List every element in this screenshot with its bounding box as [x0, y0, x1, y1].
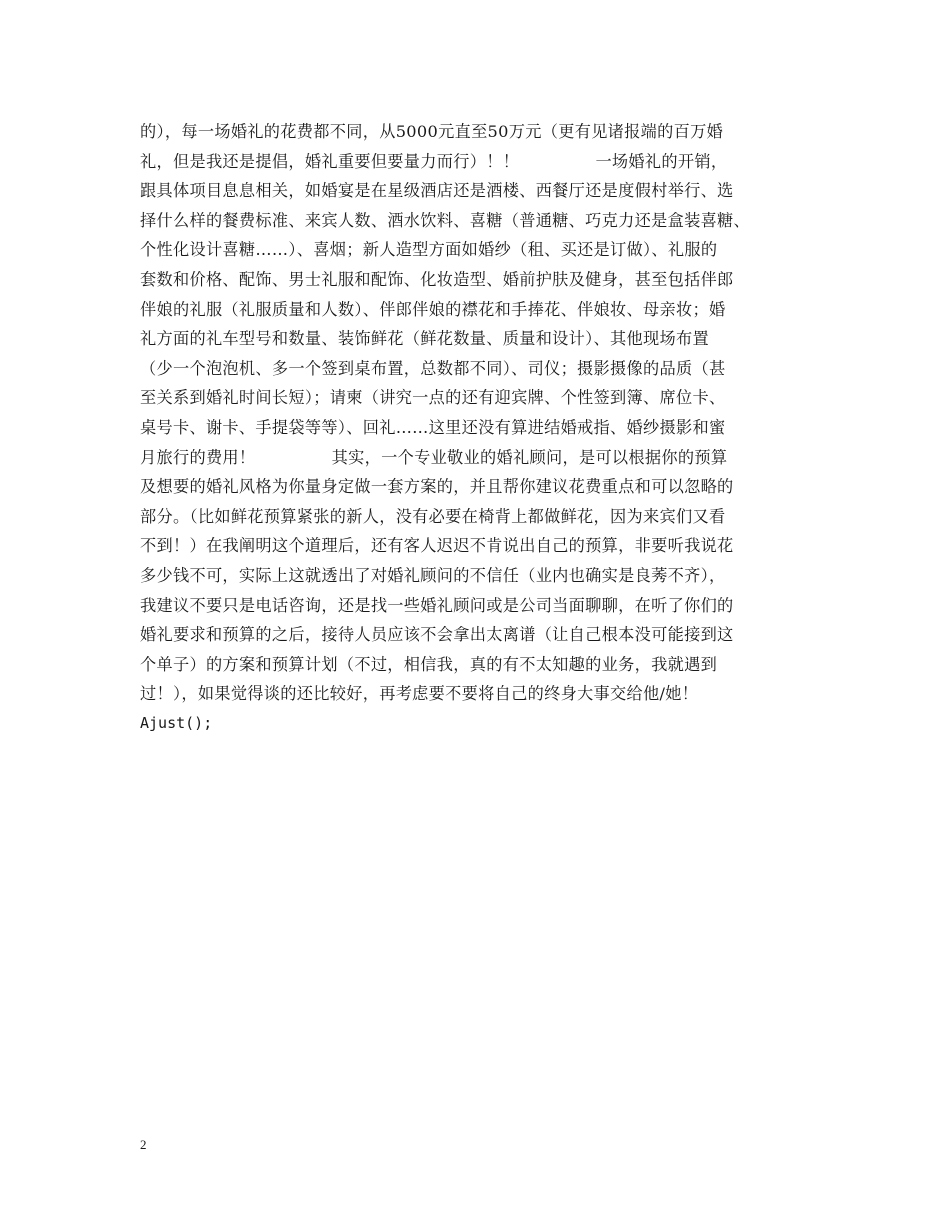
- text-line: 多少钱不可，实际上这就透出了对婚礼顾问的不信任（业内也确实是良莠不齐），: [140, 565, 726, 585]
- page-number: 2: [140, 1137, 147, 1152]
- text-line: 个单子）的方案和预算计划（不过，相信我，真的有不太知趣的业务，我就遇到: [140, 654, 718, 674]
- text-line: 个性化设计喜糖……）、喜烟；新人造型方面如婚纱（租、买还是订做）、礼服的: [140, 240, 718, 260]
- text-line: 部分。（比如鲜花预算紧张的新人，没有必要在椅背上都做鲜花，因为来宾们又看: [140, 506, 726, 526]
- text-line: 跟具体项目息息相关，如婚宴是在星级酒店还是酒楼、西餐厅还是度假村举行、选: [140, 181, 734, 201]
- text-line: 及想要的婚礼风格为你量身定做一套方案的，并且帮你建议花费重点和可以忽略的: [140, 477, 734, 497]
- body-text: [140, 117, 820, 738]
- text-line: 月旅行的费用！ 其实，一个专业敬业的婚礼顾问，是可以根据你的预算: [140, 447, 728, 467]
- text-line: 过！），如果觉得谈的还比较好，再考虑要不要将自己的终身大事交给他/她！: [140, 684, 699, 704]
- text-line: 套数和价格、配饰、男士礼服和配饰、化妆造型、婚前护肤及健身，甚至包括伴郎: [140, 269, 734, 289]
- text-line: 礼，但是我还是提倡，婚礼重要但要量力而行）！！ 一场婚礼的开销，: [140, 151, 728, 171]
- text-line: 至关系到婚礼时间长短）；请柬（讲究一点的还有迎宾牌、个性签到簿、席位卡、: [140, 388, 726, 408]
- text-line: 我建议不要只是电话咨询，还是找一些婚礼顾问或是公司当面聊聊，在听了你们的: [140, 595, 734, 615]
- text-line: （少一个泡泡机、多一个签到桌布置，总数都不同）、司仪；摄影摄像的品质（甚: [140, 358, 726, 378]
- text-line: 的），每一场婚礼的花费都不同，从5000元直至50万元（更有见诸报端的百万婚: [140, 122, 724, 141]
- text-line: 择什么样的餐费标准、来宾人数、酒水饮料、喜糖（普通糖、巧克力还是盒装喜糖、: [140, 210, 751, 230]
- text-line: 不到！）在我阐明这个道理后，还有客人迟迟不肯说出自己的预算，非要听我说花: [140, 536, 734, 556]
- text-line: 伴娘的礼服（礼服质量和人数）、伴郎伴娘的襟花和手捧花、伴娘妆、母亲妆；婚: [140, 299, 726, 319]
- text-line: 婚礼要求和预算的之后，接待人员应该不会拿出太离谱（让自己根本没可能接到这: [140, 625, 734, 645]
- code-line: Ajust();: [140, 713, 213, 732]
- text-line: 桌号卡、谢卡、手提袋等等）、回礼……这里还没有算进结婚戒指、婚纱摄影和蜜: [140, 417, 726, 437]
- text-line: 礼方面的礼车型号和数量、装饰鲜花（鲜花数量、质量和设计）、其他现场布置: [140, 329, 709, 349]
